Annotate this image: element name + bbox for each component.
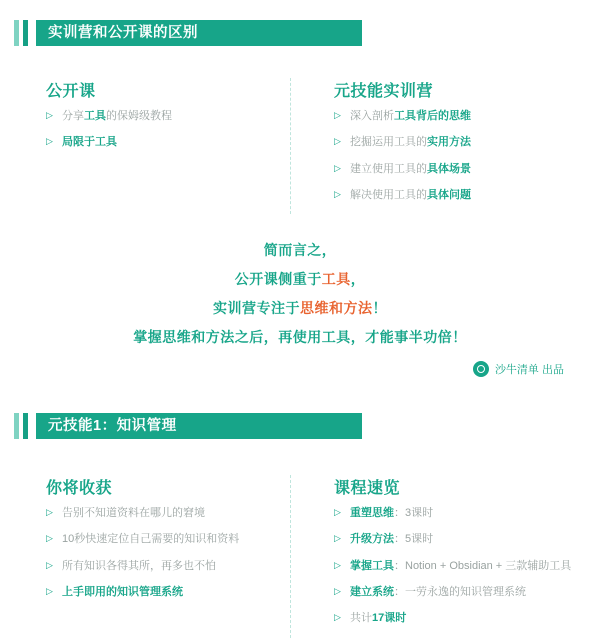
bullet-arrow-icon: ▷: [46, 110, 53, 120]
item-text: 解决使用工具的: [350, 188, 427, 201]
item-text: 共计: [350, 612, 372, 625]
section-1-title: 实训营和公开课的区别: [36, 20, 362, 46]
column-divider-2: [290, 475, 291, 637]
item-text: 深入剖析: [350, 110, 394, 122]
header-tick-marks: [14, 413, 28, 439]
bullet-arrow-icon: ▷: [334, 110, 341, 120]
item-suffix: ：3课时: [394, 507, 434, 520]
left-column-title-1: 公开课: [46, 83, 96, 100]
summary-line-1: 简而言之，: [263, 242, 337, 259]
summary-line-3-highlight: 思维和方法: [300, 300, 373, 317]
right-list-1: [334, 109, 600, 202]
list-item: [46, 135, 300, 149]
right-list-2: [334, 506, 600, 625]
summary-line-4: 掌握思维和方法之后，再使用工具，才能事半功倍！: [133, 329, 467, 346]
summary-line-2-highlight: 工具: [321, 271, 351, 288]
summary-line-2-tail: ，: [350, 271, 366, 288]
item-bold: 局限于工具: [62, 136, 117, 149]
list-item: [334, 162, 600, 176]
list-item: [334, 611, 600, 625]
section-1-right-column: [300, 78, 600, 214]
summary-line-3-tail: ！: [372, 300, 387, 317]
item-bold: 上手即用的知识管理系统: [62, 586, 183, 599]
brand-stamp: [0, 361, 600, 377]
bullet-arrow-icon: ▷: [46, 507, 53, 518]
summary-line-3: [0, 298, 600, 318]
list-item: [334, 109, 600, 123]
item-suffix: ：一劳永逸的知识管理系统: [394, 586, 526, 599]
brand-logo-icon: [473, 361, 489, 377]
list-item: [46, 506, 300, 520]
item-bold: 升级方法: [350, 533, 394, 546]
list-item: [46, 532, 300, 546]
item-bold: 具体问题: [427, 188, 471, 201]
list-item: [334, 188, 600, 202]
item-bold: 实用方法: [427, 136, 471, 149]
bullet-arrow-icon: ▷: [334, 533, 341, 544]
section-1-left-column: [0, 78, 300, 214]
bullet-arrow-icon: ▷: [334, 507, 341, 518]
list-item: [46, 585, 300, 599]
list-item: [334, 532, 600, 546]
item-text: 告别不知道资料在哪儿的窘境: [62, 507, 205, 520]
item-bold: 具体场景: [427, 162, 471, 175]
item-bold: 工具背后的思维: [394, 110, 471, 122]
bullet-arrow-icon: ▷: [334, 612, 341, 623]
item-suffix: ：5课时: [394, 533, 434, 546]
item-bold: 工具: [84, 110, 106, 122]
bullet-arrow-icon: ▷: [334, 162, 341, 173]
item-text: 10秒快速定位自己需要的知识和资料: [62, 533, 240, 546]
section-2-title: 元技能1：知识管理: [36, 413, 362, 439]
section-header-1: [0, 18, 600, 48]
section-2-right-column: [300, 475, 600, 637]
bullet-arrow-icon: ▷: [334, 586, 341, 597]
item-text: 建立使用工具的: [350, 162, 427, 175]
left-column-title-2: 你将收获: [46, 480, 113, 498]
item-text: 挖掘运用工具的: [350, 136, 427, 149]
left-list-2: [46, 506, 300, 599]
section-2-left-column: [0, 475, 300, 637]
summary-line-2: [0, 269, 600, 289]
list-item: [46, 109, 300, 123]
bullet-arrow-icon: ▷: [46, 533, 53, 544]
list-item: [334, 506, 600, 520]
summary-line-3-text: 实训营专注于: [213, 300, 300, 317]
summary-line-2-text: 公开课侧重于: [234, 271, 322, 288]
list-item: [334, 135, 600, 149]
section-1-columns: [0, 78, 600, 214]
item-suffix: 的保姆级教程: [106, 110, 172, 122]
bullet-arrow-icon: ▷: [334, 188, 341, 199]
bullet-arrow-icon: ▷: [334, 559, 341, 570]
bullet-arrow-icon: ▷: [334, 136, 341, 147]
list-item: [334, 559, 600, 573]
gap-after-header-1: [0, 48, 600, 78]
right-column-title-2: 课程速览: [334, 480, 401, 498]
list-item: [46, 559, 300, 573]
section-header-2: [0, 411, 600, 441]
item-bold: 重塑思维: [350, 507, 394, 520]
summary-block: [0, 240, 600, 347]
left-list-1: [46, 109, 300, 150]
brand-label: 沙牛清单 出品: [494, 364, 564, 377]
gap-after-header-2: [0, 441, 600, 475]
item-bold: 17课时: [372, 612, 407, 625]
bullet-arrow-icon: ▷: [46, 586, 53, 597]
bullet-arrow-icon: ▷: [46, 136, 53, 147]
item-bold: 掌握工具: [350, 559, 394, 572]
header-tick-marks: [14, 20, 28, 46]
bullet-arrow-icon: ▷: [46, 559, 53, 570]
item-text: 分享: [62, 110, 84, 122]
list-item: [334, 585, 600, 599]
item-bold: 建立系统: [350, 586, 394, 599]
section-2-columns: [0, 475, 600, 637]
item-text: 所有知识各得其所，再多也不怕: [62, 559, 216, 572]
top-spacer: [0, 0, 600, 18]
right-column-title-1: 元技能实训营: [334, 83, 434, 100]
item-suffix: ：Notion + Obsidian + 三款辅助工具: [394, 559, 572, 572]
gap-before-section-2: [0, 377, 600, 411]
